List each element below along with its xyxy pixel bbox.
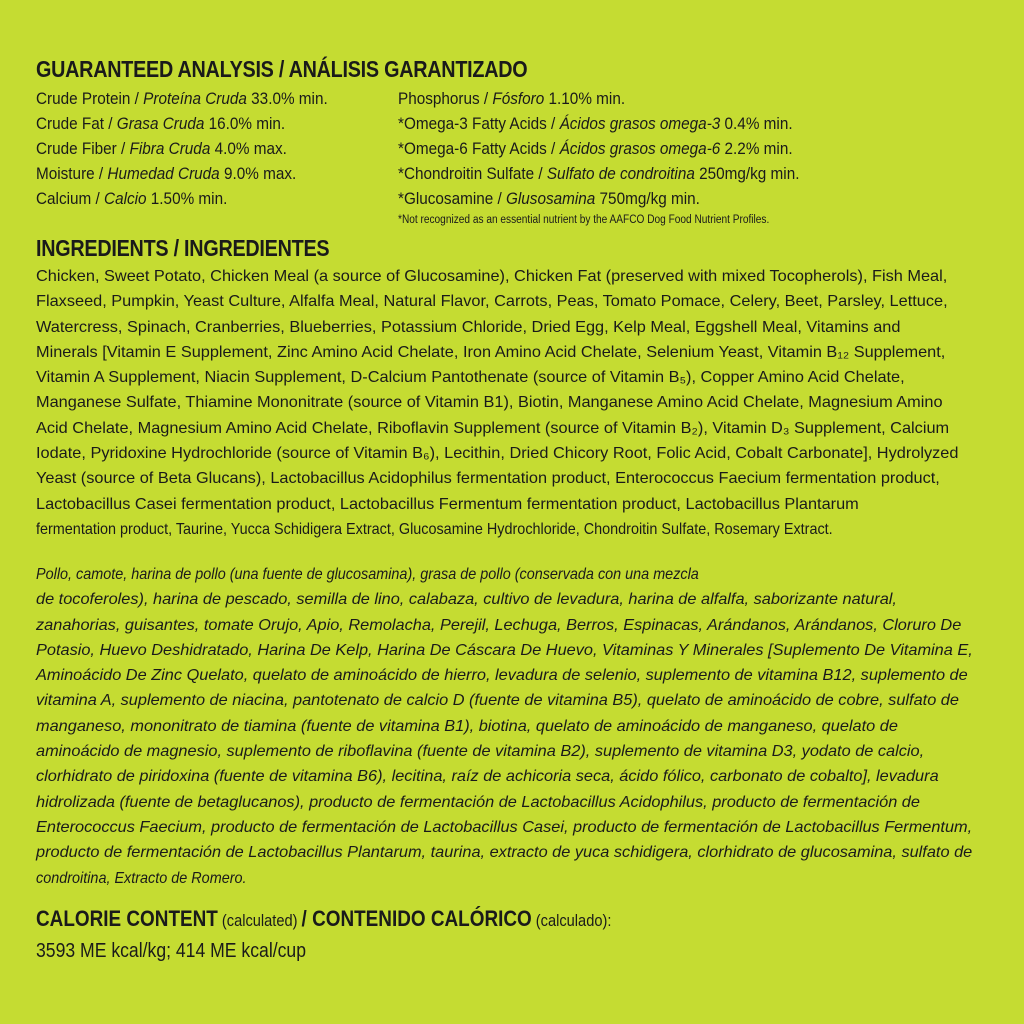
ingredient-line: condroitina, Extracto de Romero. [36, 869, 247, 887]
ingredient-line: Minerals [Vitamin E Supplement, Zinc Amino Acid Chelate, Iron Amino Acid Chelate, Selenium Yeast, Vitamin B₁₂ Supplement, [36, 343, 946, 361]
ingredient-line: Pollo, camote, harina de pollo (una fuente de glucosamina), grasa de pollo (conservada con una mezcla [36, 566, 699, 583]
analysis-row: Phosphorus / Fósforo 1.10% min. [398, 89, 626, 108]
ingredients-english [36, 264, 994, 542]
ingredient-line: aminoácido de magnesio, suplemento de riboflavina (fuente de vitamina B2), suplemento de vitamina D3, yodato de calcio, [36, 743, 925, 761]
analysis-footnote: *Not recognized as an essential nutrient by the AAFCO Dog Food Nutrient Profiles. [398, 214, 770, 226]
analysis-row: *Glucosamine / Glusosamina 750mg/kg min. [398, 189, 700, 208]
calorie-value: 3593 ME kcal/kg; 414 ME kcal/cup [36, 940, 307, 962]
analysis-row: Crude Protein / Proteína Cruda 33.0% min. [36, 89, 328, 108]
ingredient-line: Aminoácido De Zinc Quelato, quelato de aminoácido de hierro, levadura de selenio, suplemento de vitamina B12, suplemento de [36, 667, 968, 685]
analysis-row: Crude Fiber / Fibra Cruda 4.0% max. [36, 139, 287, 158]
analysis-row: Crude Fat / Grasa Cruda 16.0% min. [36, 114, 286, 133]
ingredient-line: vitamina A, suplemento de niacina, pantotenato de calcio D (fuente de vitamina B5), quelato de aminoácido de cobre, sulfato de [36, 692, 959, 710]
ingredient-line: Acid Chelate, Magnesium Amino Acid Chelate, Riboflavin Supplement (source of Vitamin B₂), Vitamin D₃ Supplement, Calcium [36, 419, 950, 437]
ingredient-line: Vitamin A Supplement, Niacin Supplement, D-Calcium Pantothenate (source of Vitamin B₅), Copper Amino Acid Chelate, [36, 369, 905, 387]
ingredient-line: Potasio, Huevo Deshidratado, Harina De Kelp, Harina De Cáscara De Huevo, Vitaminas Y Minerales [Suplemento De Vitamina E, [36, 641, 973, 659]
calorie-heading: CALORIE CONTENT (calculated) / CONTENIDO CALÓRICO (calculado): [36, 906, 612, 931]
ingredient-line: Manganese Sulfate, Thiamine Mononitrate (source of Vitamin B1), Biotin, Manganese Amino Acid Chelate, Magnesium Amino [36, 394, 943, 412]
ingredient-line: clorhidrato de piridoxina (fuente de vitamina B6), lecitina, raíz de achicoria seca, ácido fólico, carbonato de cobalto], levadura [36, 768, 939, 786]
analysis-row: Calcium / Calcio 1.50% min. [36, 189, 228, 208]
ingredients-spanish [36, 562, 994, 891]
analysis-row: *Omega-3 Fatty Acids / Ácidos grasos omega-3 0.4% min. [398, 114, 793, 133]
ingredient-line: producto de fermentación de Lactobacillus Plantarum, taurina, extracto de yuca schidigera, clorhidrato de glucosamina, sulfato de [36, 844, 973, 862]
ingredient-line: hidrolizada (fuente de betaglucanos), producto de fermentación de Lactobacillus Acidophilus, producto de fermentación de [36, 793, 920, 811]
ingredient-line: de tocoferoles), harina de pescado, semilla de lino, calabaza, cultivo de levadura, harina de alfalfa, saborizante natural, [36, 591, 897, 609]
ingredient-line: fermentation product, Taurine, Yucca Schidigera Extract, Glucosamine Hydrochloride, Chondroitin Sulfate, Rosemary Extract. [36, 520, 833, 538]
analysis-row: *Chondroitin Sulfate / Sulfato de condroitina 250mg/kg min. [398, 164, 800, 183]
ingredient-line: Enterococcus Faecium, producto de fermentación de Lactobacillus Casei, producto de fermentación de Lactobacillus Fermentum, [36, 818, 973, 836]
analysis-row: Moisture / Humedad Cruda 9.0% max. [36, 164, 297, 183]
analysis-row: *Omega-6 Fatty Acids / Ácidos grasos omega-6 2.2% min. [398, 139, 793, 158]
ingredient-line: Iodate, Pyridoxine Hydrochloride (source of Vitamin B₆), Lecithin, Dried Chicory Root, Folic Acid, Cobalt Carbonate], Hydrolyzed [36, 445, 959, 463]
analysis-heading: GUARANTEED ANALYSIS / ANÁLISIS GARANTIZADO [36, 56, 528, 82]
ingredient-line: Watercress, Spinach, Cranberries, Blueberries, Potassium Chloride, Dried Egg, Kelp Meal, Eggshell Meal, Vitamins and [36, 318, 901, 336]
ingredient-line: Lactobacillus Casei fermentation product, Lactobacillus Fermentum fermentation product, Lactobacillus Plantarum [36, 495, 859, 513]
ingredients-heading: INGREDIENTS / INGREDIENTES [36, 235, 330, 261]
ingredient-line: Flaxseed, Pumpkin, Yeast Culture, Alfalfa Meal, Natural Flavor, Carrots, Peas, Tomato Pomace, Celery, Beet, Parsley, Lettuce, [36, 293, 948, 311]
ingredient-line: Chicken, Sweet Potato, Chicken Meal (a source of Glucosamine), Chicken Fat (preserved with mixed Tocopherols), Fish Meal, [36, 268, 948, 285]
ingredient-line: manganeso, mononitrato de tiamina (fuente de vitamina B1), biotina, quelato de aminoácido de manganeso, quelato de [36, 717, 898, 735]
ingredient-line: zanahorias, guisantes, tomate Orujo, Apio, Remolacha, Perejil, Lechuga, Berros, Espinacas, Arándanos, Arándanos, Cloruro De [36, 616, 962, 634]
ingredient-line: Yeast (source of Beta Glucans), Lactobacillus Acidophilus fermentation product, Enterococcus Faecium fermentation product, [36, 470, 940, 488]
